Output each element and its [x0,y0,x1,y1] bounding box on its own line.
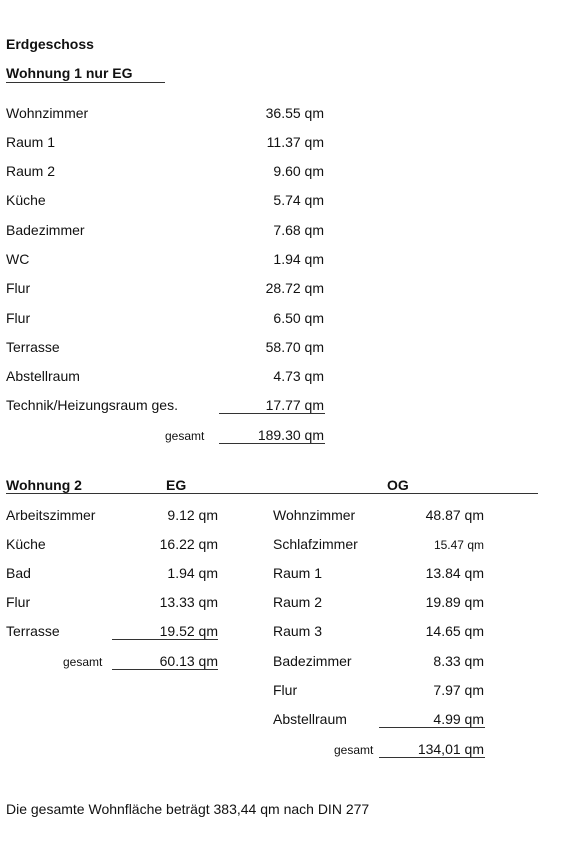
w1-row-name: Wohnzimmer [6,105,89,121]
w2-og-row-area: 48.87 qm [425,507,484,523]
w1-row-area: 36.55 qm [265,105,324,121]
w2-title: Wohnung 2 [6,477,82,493]
w1-row-area: 17.77 qm [265,397,324,413]
w1-row-area: 11.37 qm [266,134,324,150]
w2-og-row-name: Raum 3 [273,623,323,639]
w2-og-row-name: Badezimmer [273,653,352,669]
w2-eg-row-area: 9.12 qm [167,507,218,523]
w2-og-row-name: Raum 2 [273,594,323,610]
w1-row-name: Flur [6,280,31,296]
w1-row-area: 4.73 qm [273,368,324,384]
w2-og-total-value: 134,01 qm [417,741,484,757]
w2-eg-row-name: Küche [6,536,46,552]
w1-row-name: Raum 1 [6,134,56,150]
w1-title-underline [6,82,165,83]
w2-eg-row-name: Bad [6,565,31,581]
w2-eg-sum-line [112,639,218,640]
w1-sum-line [219,413,325,414]
w2-og-row-area: 8.33 qm [433,653,484,669]
w2-eg-row-area: 13.33 qm [159,594,218,610]
w1-total-label: gesamt [165,429,205,443]
w2-header-rule [6,493,538,494]
w2-eg-label: EG [166,477,187,493]
w2-og-row-name: Flur [273,682,298,698]
w2-og-row-area: 4.99 qm [433,711,484,727]
w2-og-row-area: 19.89 qm [425,594,484,610]
w1-row-name: Flur [6,310,31,326]
w2-og-row-area: 7.97 qm [433,682,484,698]
w1-row-area: 7.68 qm [273,222,324,238]
w1-row-area: 58.70 qm [265,339,324,355]
w2-og-row-name: Wohnzimmer [273,507,356,523]
w2-og-row-name: Schlafzimmer [273,536,358,552]
w1-row-name: Terrasse [6,339,60,355]
w2-og-total-label: gesamt [334,743,374,757]
w1-total-underline [219,443,325,444]
w1-title: Wohnung 1 nur EG [6,65,133,81]
w2-eg-total-label: gesamt [63,655,103,669]
w1-total-value: 189.30 qm [257,427,324,443]
w2-og-label: OG [387,477,409,493]
w2-eg-row-area: 16.22 qm [159,536,218,552]
w1-row-name: Raum 2 [6,163,56,179]
w2-og-sum-line [379,727,485,728]
w2-eg-total-underline [112,669,218,670]
w1-row-area: 6.50 qm [273,310,324,326]
w1-row-area: 28.72 qm [265,280,324,296]
w2-og-row-name: Abstellraum [273,711,347,727]
summary-text: Die gesamte Wohnfläche beträgt 383,44 qm nach DIN 277 [6,801,370,817]
w2-eg-row-area: 1.94 qm [167,565,218,581]
w1-row-area: 9.60 qm [273,163,324,179]
w1-row-name: Technik/Heizungsraum ges. [6,397,178,413]
w2-eg-row-name: Terrasse [6,623,60,639]
w2-og-row-area: 15.47 qm [433,538,484,552]
w2-og-total-underline [379,757,485,758]
w2-og-row-name: Raum 1 [273,565,323,581]
w2-eg-row-name: Flur [6,594,31,610]
w1-row-area: 5.74 qm [273,192,324,208]
w1-row-name: Badezimmer [6,222,85,238]
w2-eg-row-name: Arbeitszimmer [6,507,96,523]
w2-eg-row-area: 19.52 qm [159,623,218,639]
section-title: Erdgeschoss [6,36,94,52]
w2-eg-total-value: 60.13 qm [159,653,218,669]
w1-row-area: 1.94 qm [273,251,324,267]
w2-og-row-area: 13.84 qm [425,565,484,581]
w2-og-row-area: 14.65 qm [425,623,484,639]
w1-row-name: Abstellraum [6,368,80,384]
w1-row-name: Küche [6,192,46,208]
w1-row-name: WC [6,251,30,267]
